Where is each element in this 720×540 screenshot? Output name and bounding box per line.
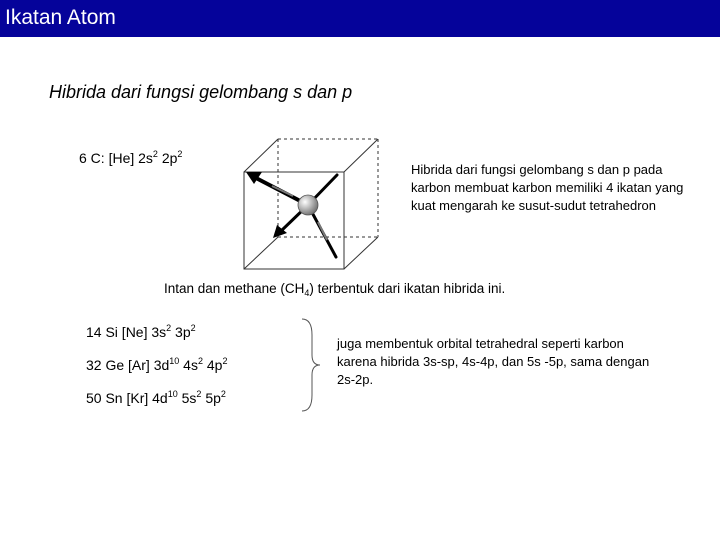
elements-description: juga membentuk orbital tetrahedral seperti karbon karena hibrida 3s-sp, 4s-4p, dan 5s -5p, sama dengan 2s-2p. [337,336,650,387]
element-config-sn: 50 Sn [Kr] $4d^{10}$ $5s^2$ $5p^2$ [86,389,226,406]
caption-text: Intan dan methane (CH [164,281,305,296]
hybrid-caption [164,281,505,298]
hybrid-bonds [246,172,337,257]
config-superscript: 2 [152,149,158,159]
caption-subscript: 4 [304,288,310,298]
grouping-brace [298,315,328,415]
diagram-description: Hibrida dari fungsi gelombang s dan p pada karbon membuat karbon memiliki 4 ikatan yang kuat mengarah ke susut-sudut tetrahedron [411,162,684,213]
slide-title: Ikatan Atom [5,6,116,29]
config-text: 2p [157,150,178,166]
central-atom [298,195,318,215]
element-config-si: 14 Si [Ne] $3s^2$ $3p^2$ [86,323,196,340]
slide-subtitle: Hibrida dari fungsi gelombang s dan p [49,82,353,102]
config-text: 6 C: [He] 2s [79,150,153,166]
caption-text: ) terbentuk dari ikatan hibrida ini. [309,281,506,296]
element-config-ge: 32 Ge [Ar] $3d^{10}$ $4s^2$ $4p^2$ [86,356,228,373]
config-superscript: 2 [177,149,183,159]
